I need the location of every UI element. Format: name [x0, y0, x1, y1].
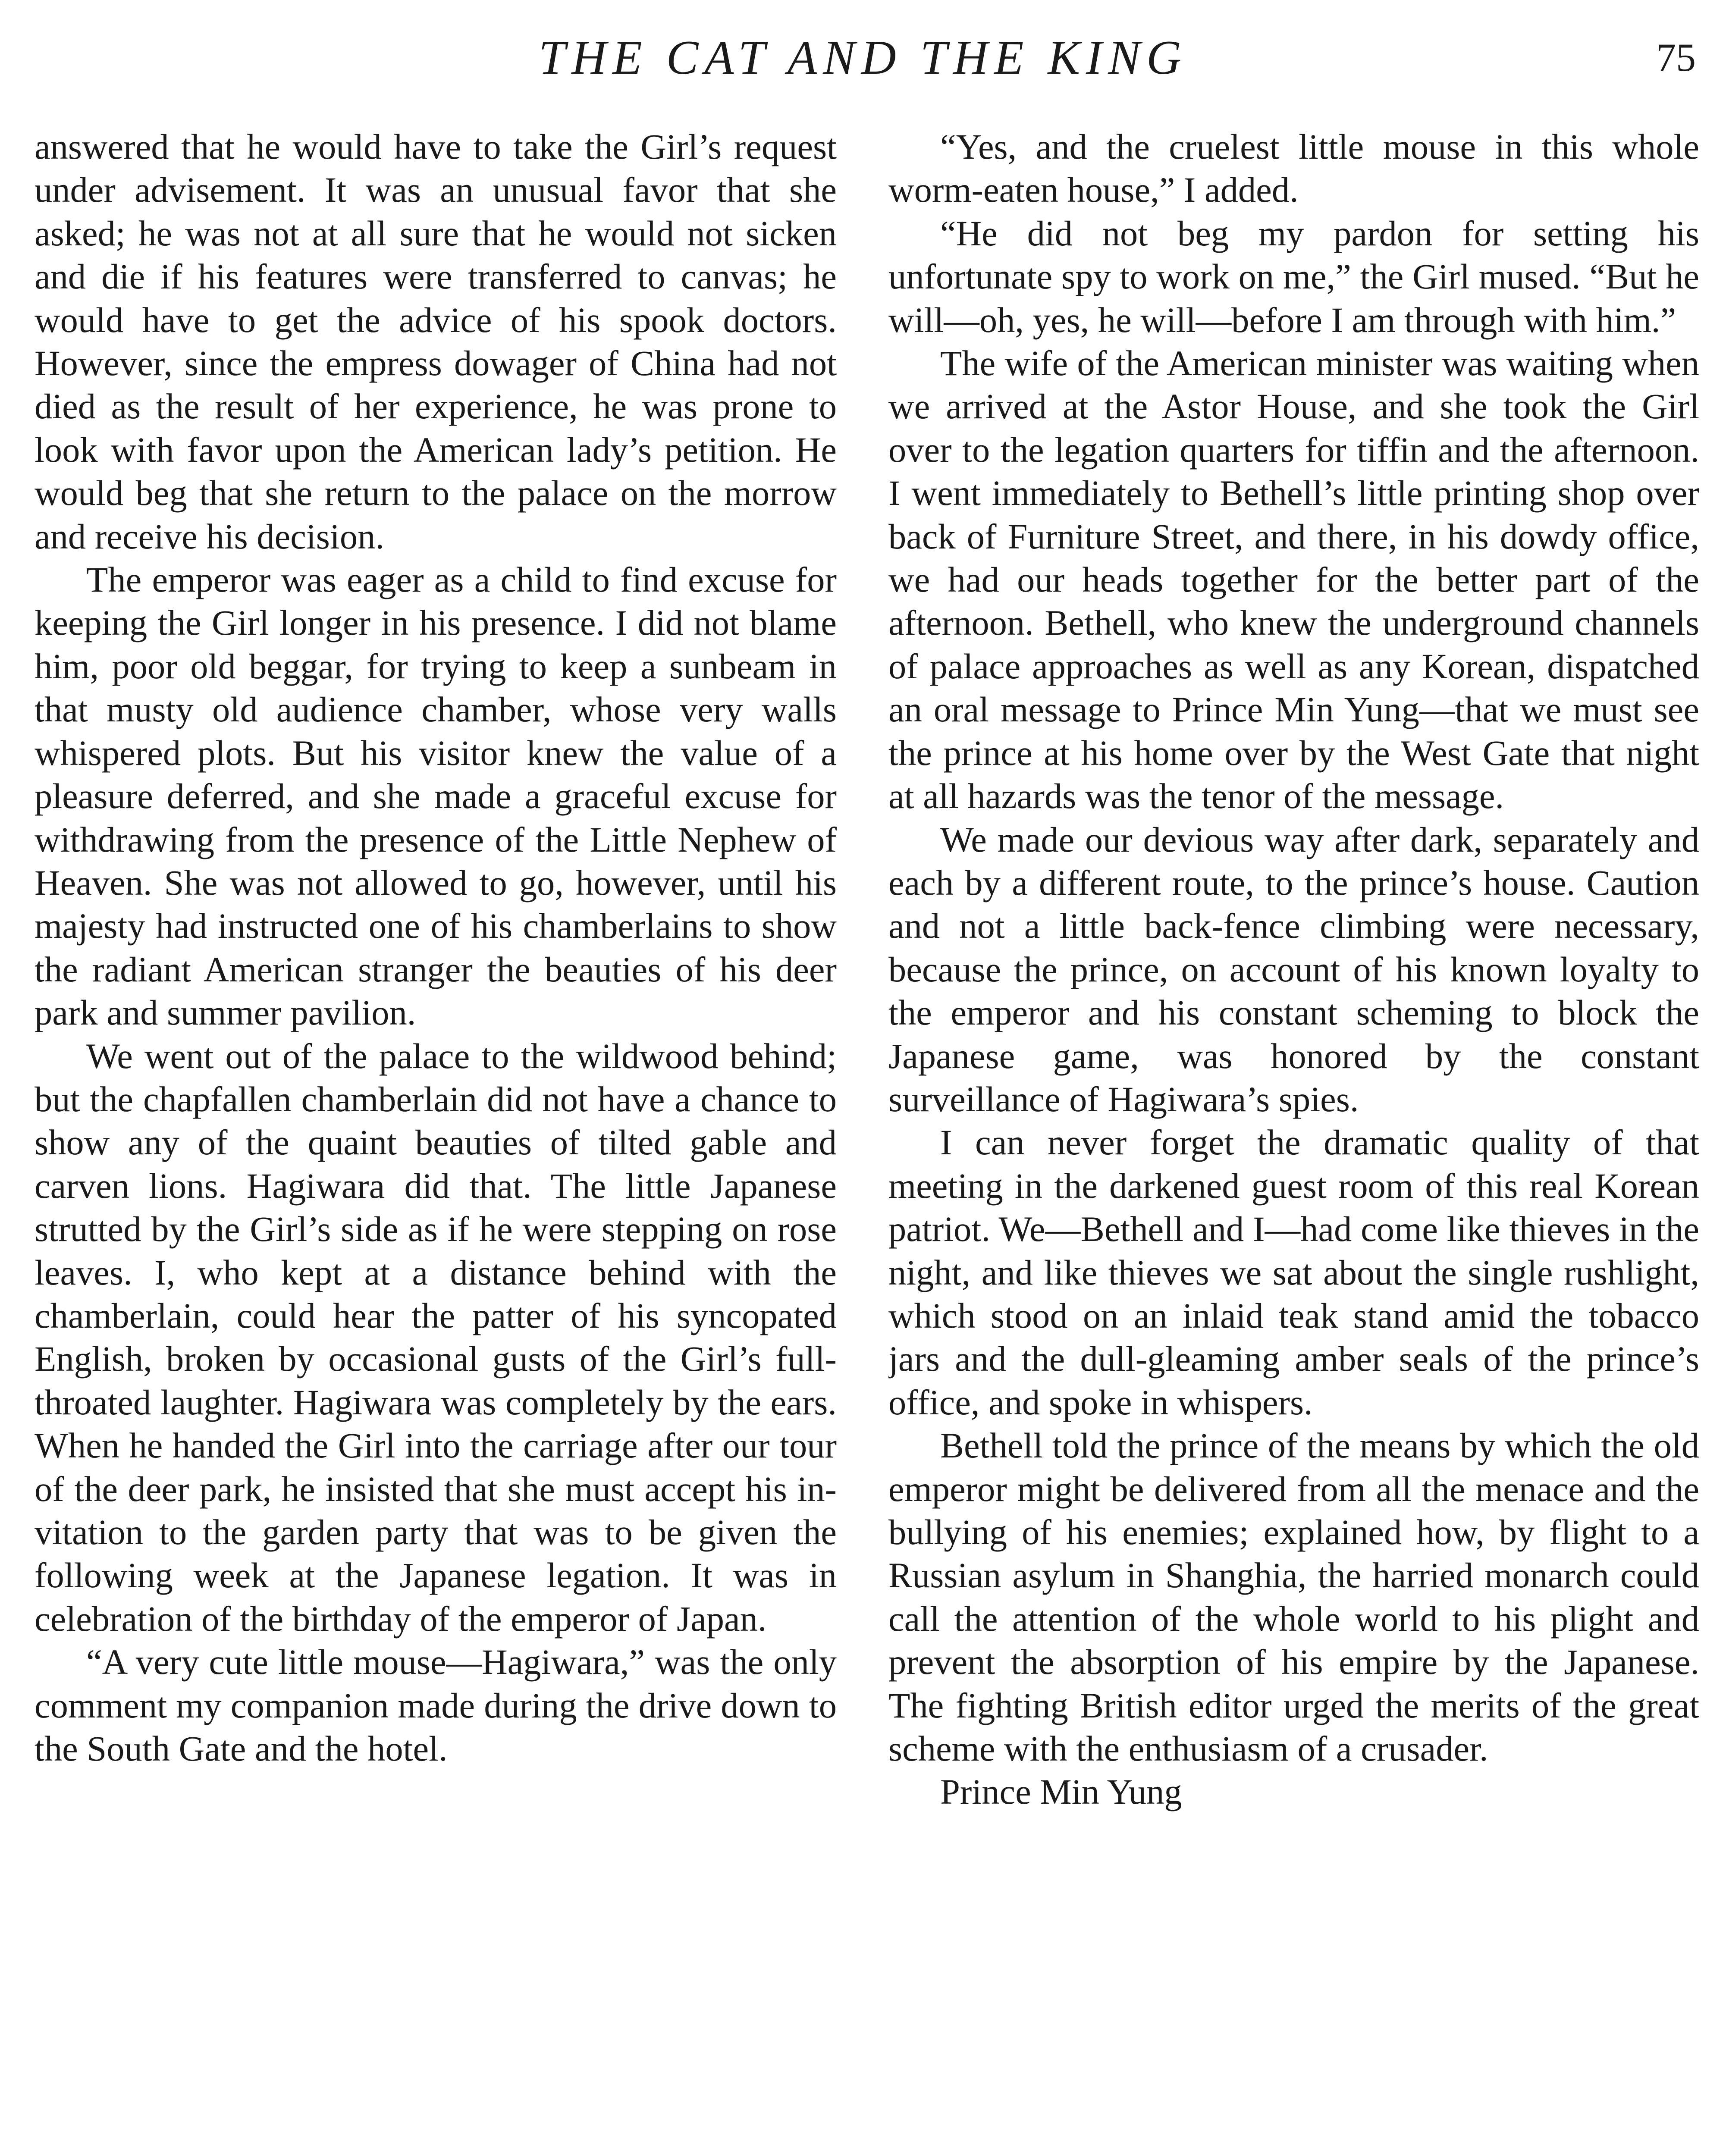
paragraph: “Yes, and the cruelest little mouse in this whole worm-eaten house,” I added. — [888, 127, 1699, 210]
paragraph: We went out of the palace to the wildwood behind; but the chapfallen chamberlain did not have a chance to show any of the quaint beauties of tilted gable and carven lions. Hagiwara did that. The little Japanese strutted by the Girl’s side as if he were stepping on rose leaves. I, who kept at a distance behind with the chamberlain, could hear the patter of his syncopated English, broken by occasional gusts of the Girl’s full-throated laughter. Hagiwara was completely by the ears. When he handed the Girl into the carriage after our tour of the deer park, he insisted that she must accept his invitation to the garden party that was to be given the following week at the Japanese legation. It was in celebration of the birthday of the emperor of Japan. — [35, 1036, 837, 1639]
paragraph: The emperor was eager as a child to find excuse for keeping the Girl longer in his presence. I did not blame him, poor old beggar, for trying to keep a sunbeam in that musty old audience chamber, whose very walls whispered plots. But his visitor knew the value of a pleasure deferred, and she made a graceful excuse for withdrawing from the presence of the Little Nephew of Heaven. She was not allowed to go, however, until his majesty had instructed one of his chamberlains to show the radiant American stranger the beauties of his deer park and summer pavilion. — [35, 560, 837, 1033]
paragraph: “He did not beg my pardon for setting his unfortunate spy to work on me,” the Girl mused. “But he will—oh, yes, he will—before I am through with him.” — [888, 213, 1699, 340]
paragraph: The wife of the American minister was waiting when we arrived at the Astor House, and she took the Girl over to the legation quarters for tiffin and the afternoon. I went immediately to Bethell’s little printing shop over back of Furniture Street, and there, in his dowdy office, we had our heads together for the better part of the afternoon. Bethell, who knew the underground channels of palace approaches as well as any Korean, dispatched an oral message to Prince Min Yung—that we must see the prince at his home over by the West Gate that night at all hazards was the tenor of the message. — [888, 343, 1699, 816]
paragraph: We made our devious way after dark, separately and each by a different route, to the prince’s house. Caution and not a little back-fence climbing were necessary, because the prince, on account of his known loyalty to the emperor and his constant scheming to block the Japanese game, was honored by the constant surveillance of Hagiwara’s spies. — [888, 819, 1699, 1119]
left-column — [35, 125, 837, 2156]
running-head — [0, 26, 1726, 99]
right-column — [888, 125, 1699, 2156]
paragraph: “A very cute little mouse—Hagiwara,” was the only comment my companion made during the drive down to the South Gate and the hotel. — [35, 1642, 837, 1769]
paragraph: Prince Min Yung — [940, 1772, 1182, 1812]
paragraph: answered that he would have to take the Girl’s request under advisement. It was an unusual favor that she asked; he was not at all sure that he would not sicken and die if his features were transferred to canvas; he would have to get the advice of his spook doctors. However, since the empress dowager of China had not died as the result of her experience, he was prone to look with favor upon the American lady’s petition. He would beg that she return to the palace on the morrow and receive his decision. — [35, 127, 837, 556]
page-number: 75 — [1656, 35, 1696, 79]
running-title: THE CAT AND THE KING — [539, 31, 1187, 85]
paragraph: Bethell told the prince of the means by which the old emperor might be delivered from all the menace and the bullying of his enemies; explained how, by flight to a Russian asylum in Shanghia, the harried monarch could call the attention of the whole world to his plight and prevent the absorption of his empire by the Japanese. The fighting British editor urged the merits of the great scheme with the enthusiasm of a crusader. — [888, 1426, 1699, 1769]
paragraph: I can never forget the dramatic quality of that meeting in the darkened guest room of this real Korean patriot. We—Bethell and I—had come like thieves in the night, and like thieves we sat about the single rushlight, which stood on an inlaid teak stand amid the tobacco jars and the dull-gleaming amber seals of the prince’s office, and spoke in whispers. — [888, 1122, 1699, 1422]
